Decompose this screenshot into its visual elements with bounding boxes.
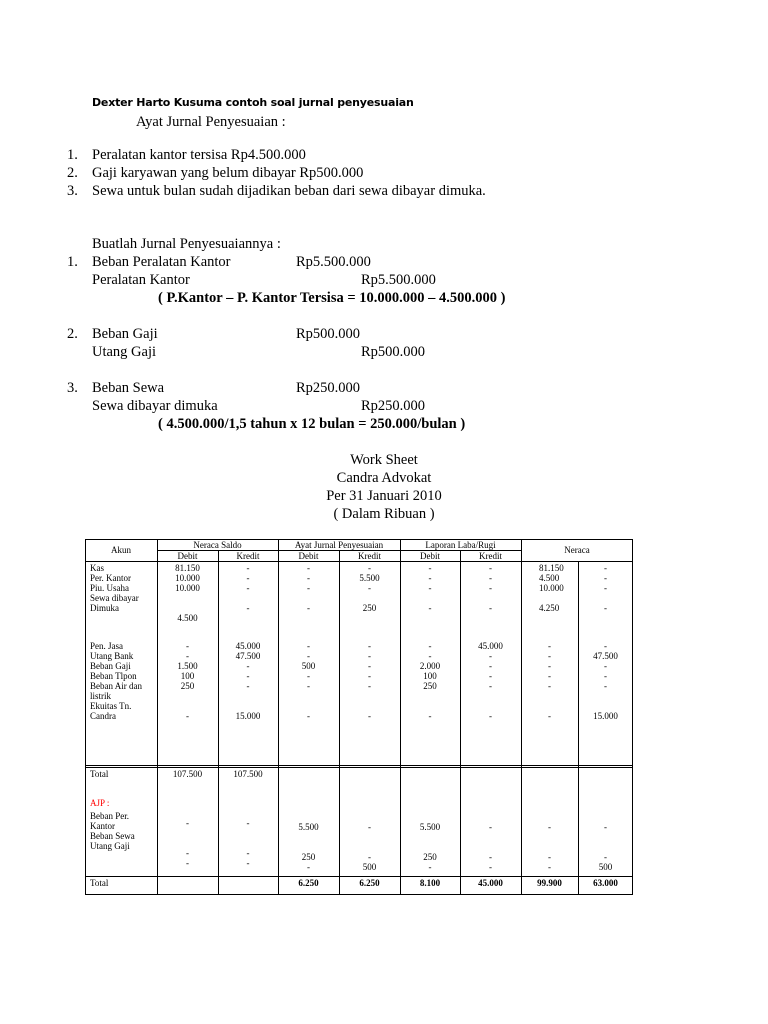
neraca-kredit: - - - -: [604, 563, 607, 613]
laba-rugi-kredit: - - -: [489, 822, 492, 872]
neraca-kredit: - 47.500 - - - 15.000: [593, 641, 618, 721]
entry-number: 2.: [67, 326, 78, 342]
problem-number: 2.: [67, 165, 78, 181]
neraca-saldo-debit: - - 1.500 100 250 -: [177, 641, 198, 721]
debit-account: Beban Gaji: [92, 326, 158, 342]
header-neraca: Neraca: [564, 545, 590, 555]
problem-text: Sewa untuk bulan sudah dijadikan beban dari sewa dibayar dimuka.: [92, 183, 486, 199]
total-laba-rugi-kredit: 45.000: [478, 878, 503, 888]
header-kredit: Kredit: [236, 551, 260, 561]
neraca-saldo-debit: 81.150 10.000 10.000 4.500: [175, 563, 200, 623]
ajp-kredit: - - - - - -: [368, 641, 371, 721]
header-debit: Debit: [298, 551, 319, 561]
worksheet-table: [85, 539, 633, 895]
worksheet-title-line: ( Dalam Ribuan ): [333, 506, 435, 522]
account-names: Beban Per. Kantor Beban Sewa Utang Gaji: [90, 811, 135, 851]
total-neraca-saldo-kredit: 107.500: [233, 769, 263, 779]
total-label: Total: [90, 769, 109, 779]
ajp-kredit: - - 500: [362, 822, 377, 872]
credit-account: Peralatan Kantor: [92, 272, 190, 288]
worksheet-title-line: Candra Advokat: [336, 470, 432, 486]
problem-text: Peralatan kantor tersisa Rp4.500.000: [92, 147, 306, 163]
debit-amount: Rp250.000: [296, 380, 361, 396]
total-laba-rugi-debit: 8.100: [419, 878, 441, 888]
neraca-debit: 81.150 4.500 10.000 4.250: [539, 563, 564, 613]
header-ajp: Ayat Jurnal Penyesuaian: [294, 540, 384, 550]
neraca-saldo-kredit: 45.000 47.500 - - - 15.000: [235, 641, 261, 721]
account-names: Pen. Jasa Utang Bank Beban Gaji Beban Tlpon Beban Air dan listrik Ekuitas Tn. Candra: [90, 641, 142, 721]
total-label: Total: [90, 878, 109, 888]
header-neraca-saldo: Neraca Saldo: [193, 540, 242, 550]
worksheet-title-line: Work Sheet: [350, 452, 418, 468]
total-neraca-debit: 99.900: [537, 878, 562, 888]
header-kredit: Kredit: [358, 551, 381, 561]
neraca-debit: - - -: [548, 822, 551, 872]
account-names: Kas Per. Kantor Piu. Usaha Sewa dibayar Dimuka: [90, 563, 139, 613]
laba-rugi-debit: - - 2.000 100 250 -: [419, 641, 441, 721]
problem-number: 3.: [67, 183, 78, 199]
neraca-kredit: - - 500: [598, 822, 613, 872]
problem-number: 1.: [67, 147, 78, 163]
total-neraca-kredit: 63.000: [593, 878, 618, 888]
ajp-debit: - - 500 - - -: [301, 641, 316, 721]
neraca-saldo-debit: - - -: [186, 818, 189, 868]
header-debit: Debit: [177, 551, 198, 561]
credit-amount: Rp5.500.000: [361, 272, 436, 288]
entry-note: ( P.Kantor – P. Kantor Tersisa = 10.000.000 – 4.500.000 ): [158, 290, 506, 306]
credit-account: Utang Gaji: [92, 344, 157, 360]
total-neraca-saldo-debit: 107.500: [172, 769, 203, 779]
total-ajp-debit: 6.250: [298, 878, 319, 888]
credit-amount: Rp500.000: [361, 344, 426, 360]
ajp-label: AJP :: [90, 798, 110, 808]
debit-amount: Rp5.500.000: [296, 254, 371, 270]
header-akun: Akun: [111, 545, 131, 555]
entry-note: ( 4.500.000/1,5 tahun x 12 bulan = 250.000/bulan ): [158, 416, 466, 432]
header-laba-rugi: Laporan Laba/Rugi: [425, 540, 496, 550]
neraca-saldo-kredit: - - - -: [246, 563, 250, 613]
neraca-debit: - - - - - -: [548, 641, 551, 721]
debit-account: Beban Peralatan Kantor: [92, 254, 231, 270]
instruction: Buatlah Jurnal Penyesuaiannya :: [92, 236, 281, 252]
entry-number: 1.: [67, 254, 78, 270]
worksheet-title-line: Per 31 Januari 2010: [326, 488, 442, 504]
credit-account: Sewa dibayar dimuka: [92, 398, 218, 414]
ajp-kredit: - 5.500 - 250: [359, 563, 380, 613]
ajp-debit: 5.500 250 -: [298, 822, 319, 872]
debit-amount: Rp500.000: [296, 326, 361, 342]
document-subtitle: Ayat Jurnal Penyesuaian :: [136, 114, 286, 130]
total-ajp-kredit: 6.250: [359, 878, 380, 888]
document-title: Dexter Harto Kusuma contoh soal jurnal penyesuaian: [92, 96, 414, 109]
credit-amount: Rp250.000: [361, 398, 426, 414]
neraca-saldo-kredit: - - -: [246, 818, 250, 868]
laba-rugi-kredit: 45.000 - - - - -: [478, 641, 503, 721]
header-kredit: Kredit: [479, 551, 502, 561]
ajp-debit: - - - -: [307, 563, 310, 613]
laba-rugi-debit: - - - -: [428, 563, 432, 613]
laba-rugi-kredit: - - - -: [489, 563, 492, 613]
problem-text: Gaji karyawan yang belum dibayar Rp500.000: [92, 165, 364, 181]
debit-account: Beban Sewa: [92, 380, 165, 396]
header-debit: Debit: [420, 551, 440, 561]
entry-number: 3.: [67, 380, 78, 396]
laba-rugi-debit: 5.500 250 -: [419, 822, 441, 872]
